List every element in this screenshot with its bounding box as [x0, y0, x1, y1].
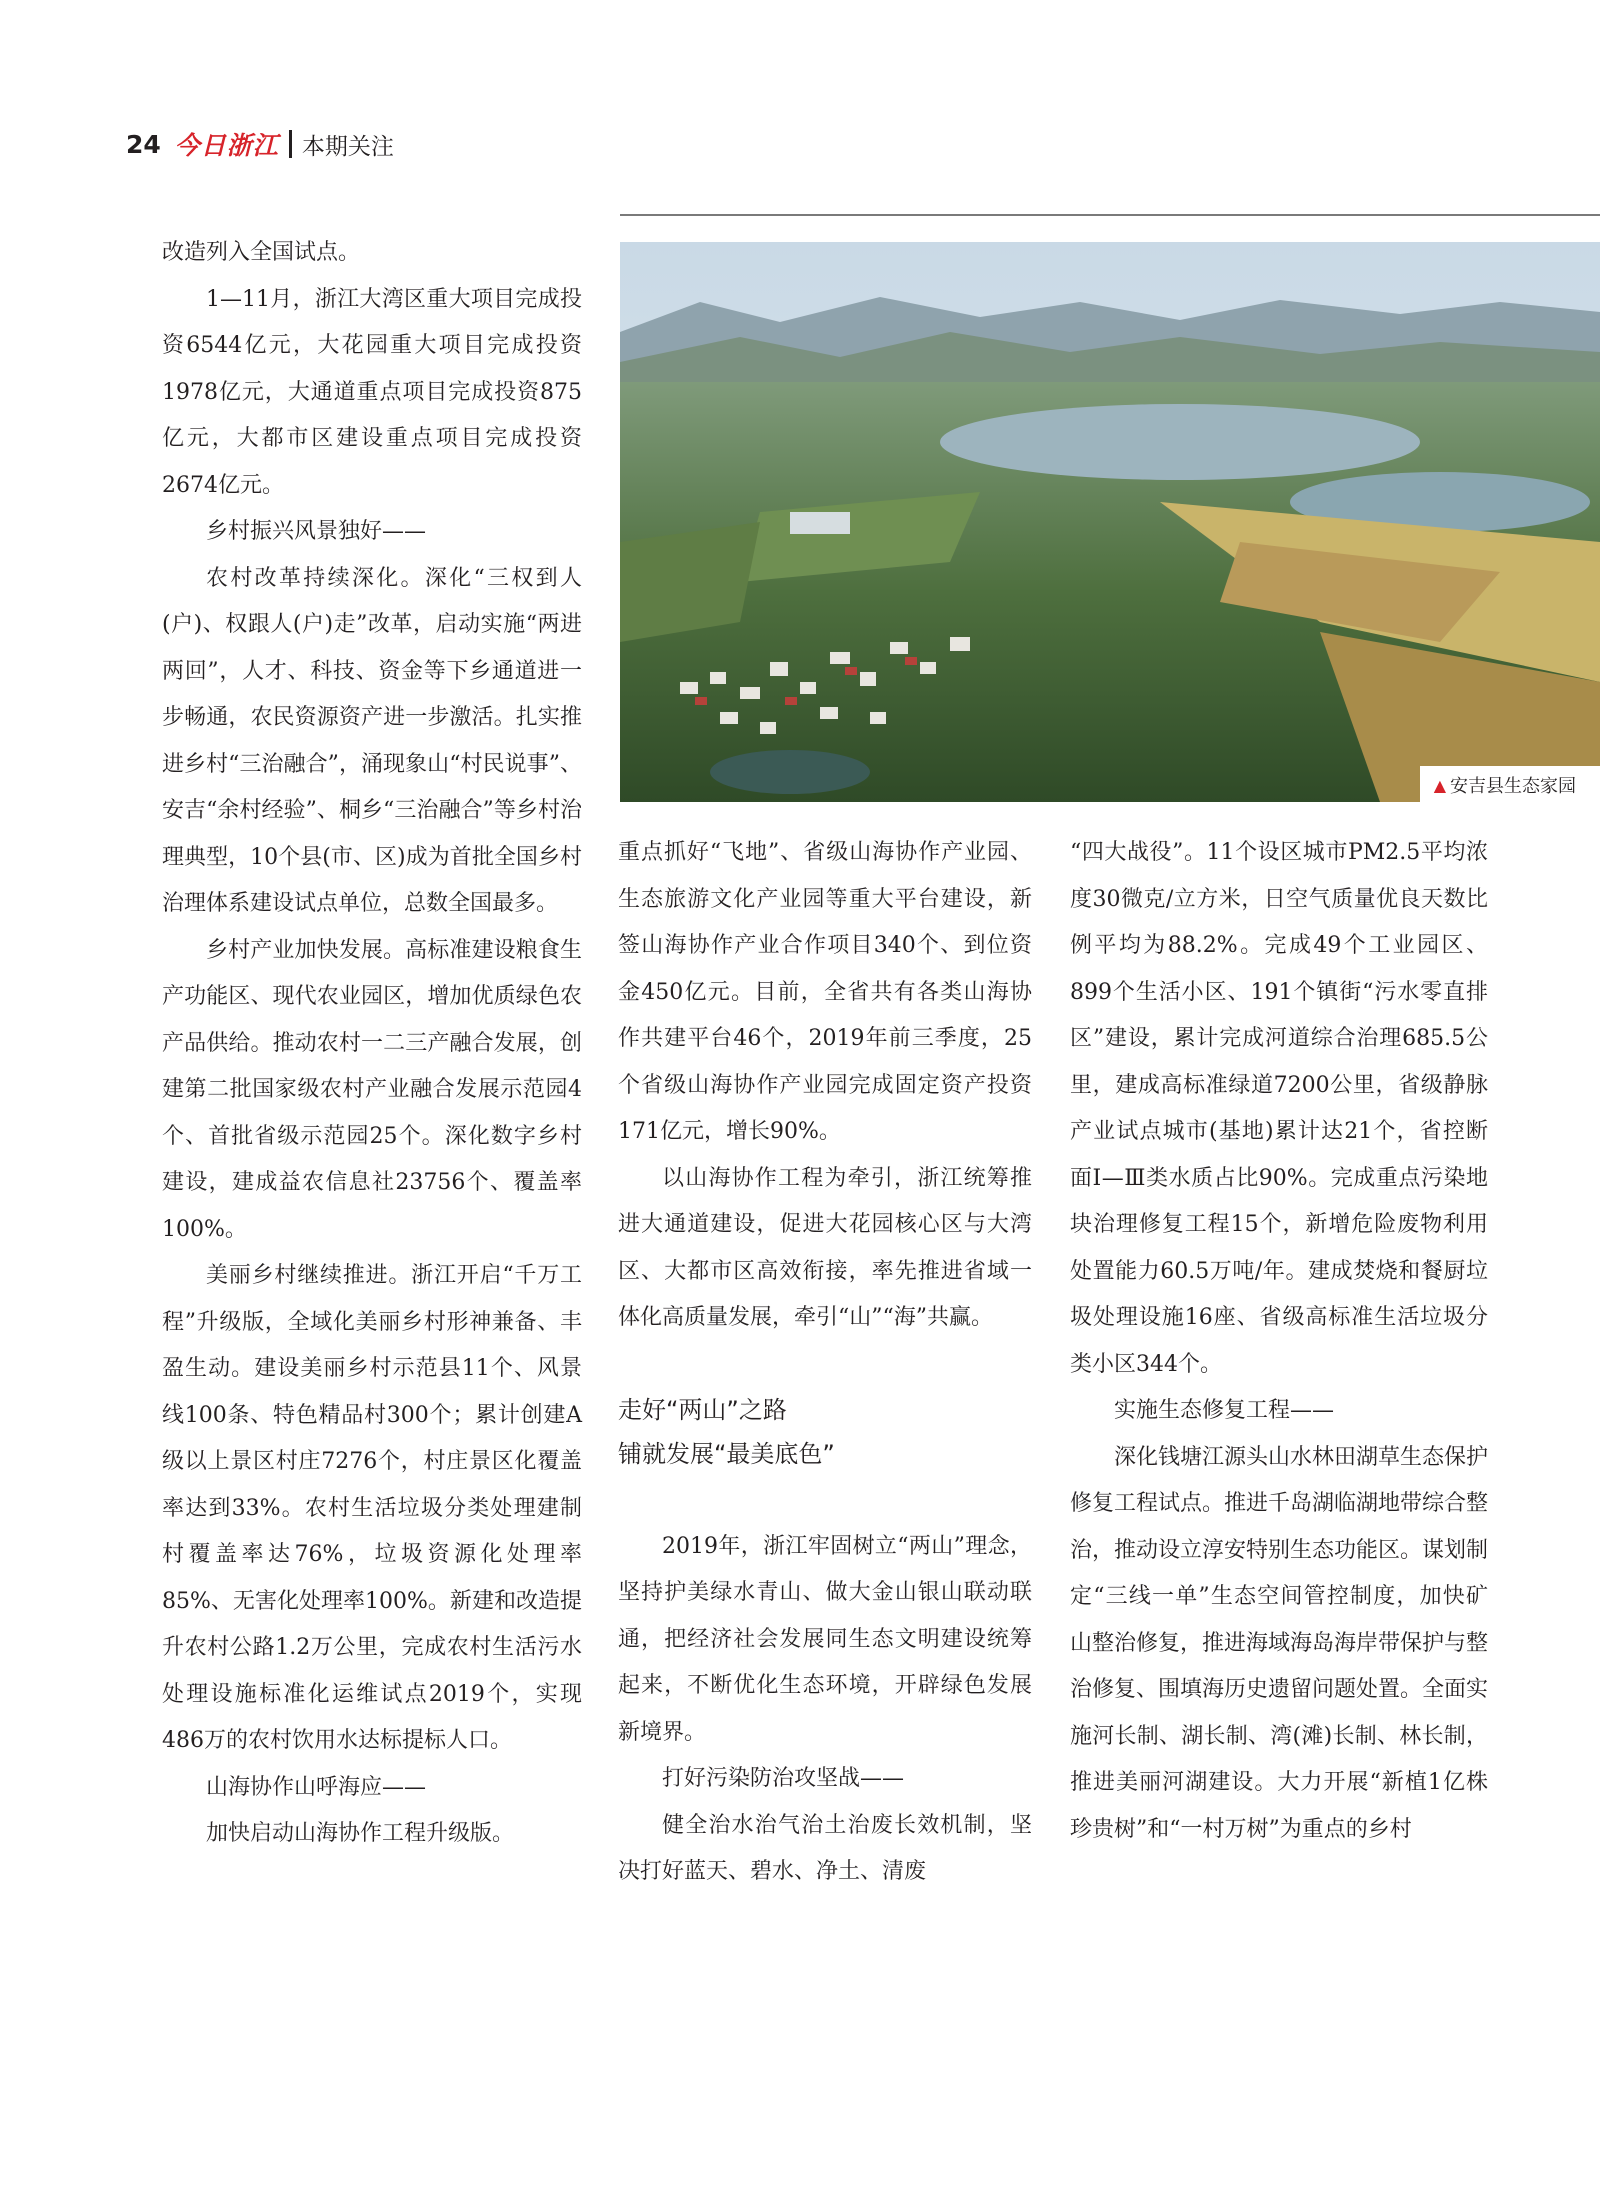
paragraph: 重点抓好“飞地”、省级山海协作产业园、生态旅游文化产业园等重大平台建设，新签山海协作产业合作项目340个、到位资金450亿元。目前，全省共有各类山海协作共建平台46个，2019年前三季度，25个省级山海协作产业园完成固定资产投资171亿元，增长90%。: [618, 840, 1032, 1144]
paragraph: 美丽乡村继续推进。浙江开启“千万工程”升级版，全域化美丽乡村形神兼备、丰盈生动。建设美丽乡村示范县11个、风景线100条、特色精品村300个；累计创建A级以上景区村庄7276个，村庄景区化覆盖率达到33%。农村生活垃圾分类处理建制村覆盖率达76%，垃圾资源化处理率85%、无害化处理率100%。新建和改造提升农村公路1.2万公里，完成农村生活污水处理设施标准化运维试点2019个，实现486万的农村饮用水达标提标人口。: [162, 1263, 582, 1753]
page-number: 24: [126, 129, 161, 159]
header-divider: [289, 130, 292, 158]
paragraph: 农村改革持续深化。深化“三权到人(户)、权跟人(户)走”改革，启动实施“两进两回”，人才、科技、资金等下乡通道进一步畅通，农民资源资产进一步激活。扎实推进乡村“三治融合”，涌现象山“村民说事”、安吉“余村经验”、桐乡“三治融合”等乡村治理典型，10个县(市、区)成为首批全国乡村治理体系建设试点单位，总数全国最多。: [162, 565, 582, 916]
subheading: 山海协作山呼海应——: [206, 1774, 427, 1800]
paragraph: 以山海协作工程为牵引，浙江统筹推进大通道建设，促进大花园核心区与大湾区、大都市区高效衔接，率先推进省域一体化高质量发展，牵引“山”“海”共赢。: [618, 1165, 1032, 1330]
spacer: [618, 1476, 1032, 1524]
section-title: 本期关注: [301, 133, 394, 160]
section-heading-line-1: 走好“两山”之路: [618, 1395, 787, 1424]
section-heading: [618, 1388, 1032, 1476]
paragraph: 改造列入全国试点。: [162, 240, 361, 265]
paragraph: 2019年，浙江牢固树立“两山”理念，坚持护美绿水青山、做大金山银山联动联通，把经济社会发展同生态文明建设统筹起来，不断优化生态环境，开辟绿色发展新境界。: [618, 1533, 1032, 1745]
masthead-logo: 今日浙江: [174, 131, 279, 160]
subheading: 实施生态修复工程——: [1114, 1398, 1335, 1423]
spacer: [618, 1342, 1032, 1388]
triangle-icon: ▲: [1433, 775, 1446, 795]
landscape-photo: [620, 242, 1600, 802]
top-rule: [620, 214, 1600, 216]
paragraph: 健全治水治气治土治废长效机制，坚决打好蓝天、碧水、净土、清废: [618, 1812, 1032, 1884]
article-column-1: [162, 230, 582, 1858]
section-heading-line-2: 铺就发展“最美底色”: [618, 1439, 835, 1468]
photo-caption-text: 安吉县生态家园: [1450, 776, 1576, 797]
subheading: 乡村振兴风景独好——: [206, 519, 427, 544]
page-header: [126, 124, 394, 164]
paragraph: 1—11月，浙江大湾区重大项目完成投资6544亿元，大花园重大项目完成投资1978亿元，大通道重点项目完成投资875亿元，大都市区建设重点项目完成投资2674亿元。: [162, 286, 582, 498]
article-column-2: [618, 830, 1032, 1896]
subheading: 打好污染防治攻坚战——: [662, 1766, 905, 1791]
photo-caption: [1420, 766, 1600, 802]
paragraph: 加快启动山海协作工程升级版。: [206, 1821, 515, 1846]
article-column-3: [1070, 830, 1488, 1853]
aerial-village-illustration: [620, 242, 1600, 802]
paragraph: “四大战役”。11个设区城市PM2.5平均浓度30微克/立方米，日空气质量优良天数比例平均为88.2%。完成49个工业园区、899个生活小区、191个镇街“污水零直排区”建设，累计完成河道综合治理685.5公里，建成高标准绿道7200公里，省级静脉产业试点城市(基地)累计达21个，省控断面Ⅰ—Ⅲ类水质占比90%。完成重点污染地块治理修复工程15个，新增危险废物利用处置能力60.5万吨/年。建成焚烧和餐厨垃圾处理设施16座、省级高标准生活垃圾分类小区344个。: [1070, 840, 1488, 1377]
paragraph: 乡村产业加快发展。高标准建设粮食生产功能区、现代农业园区，增加优质绿色农产品供给。推动农村一二三产融合发展，创建第二批国家级农村产业融合发展示范园4个、首批省级示范园25个。深化数字乡村建设，建成益农信息社23756个、覆盖率100%。: [162, 937, 582, 1242]
paragraph: 深化钱塘江源头山水林田湖草生态保护修复工程试点。推进千岛湖临湖地带综合整治，推动设立淳安特别生态功能区。谋划制定“三线一单”生态空间管控制度，加快矿山整治修复，推进海域海岛海岸带保护与整治修复、围填海历史遗留问题处置。全面实施河长制、湖长制、湾(滩)长制、林长制，推进美丽河湖建设。大力开展“新植1亿株珍贵树”和“一村万树”为重点的乡村: [1070, 1444, 1489, 1842]
